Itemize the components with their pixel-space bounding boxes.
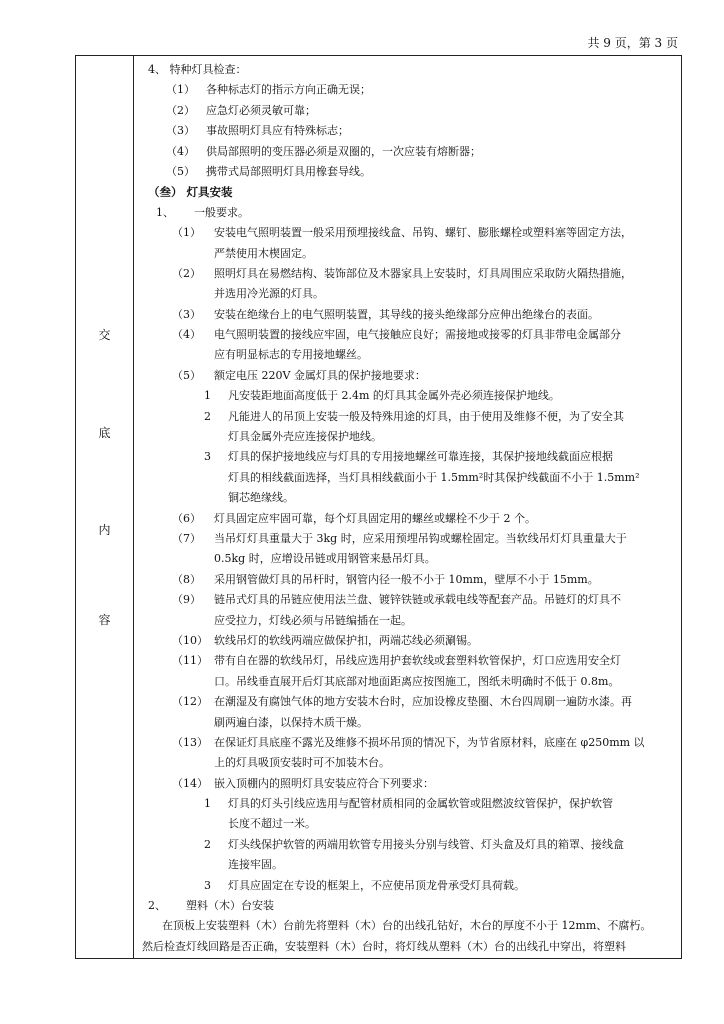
line-text: 灯具的相线截面选择，当灯具相线截面小于 1.5mm²时其保护线截面不小于 1.5mm²	[228, 470, 640, 484]
item-number: （2）	[166, 103, 195, 117]
line-text: 安装在绝缘台上的电气照明装置，其导线的接头绝缘部分应伸出绝缘台的表面。	[214, 307, 599, 321]
content-line	[142, 325, 678, 345]
line-text: 照明灯具在易燃结构、装饰部位及木器家具上安装时，灯具周围应采取防火隔热措施，	[214, 266, 632, 280]
content-line	[142, 488, 678, 508]
line-text: 在顶板上安装塑料（木）台前先将塑料（木）台的出线孔钻好，木台的厚度不小于 12mm、不腐朽。	[162, 919, 652, 933]
line-text: 口。吊线垂直展开后灯其底部对地面距离应按图施工，图纸未明确时不低于 0.8m。	[214, 674, 620, 688]
line-text: 灯具应固定在专设的框架上，不应使吊顶龙骨承受灯具荷载。	[228, 878, 525, 892]
line-text: 各种标志灯的指示方向正确无误；	[206, 83, 371, 97]
content-line	[142, 855, 678, 875]
content-line	[142, 447, 678, 467]
content-line	[142, 692, 678, 712]
content-line	[142, 468, 678, 488]
item-number: （7）	[172, 531, 201, 545]
column-divider	[133, 56, 134, 958]
content-line	[142, 182, 678, 202]
item-number: （9）	[172, 593, 201, 607]
item-number: （13）	[172, 735, 208, 749]
line-text: 上的灯具吸顶安装时可不加装木台。	[214, 756, 390, 770]
content-line	[142, 590, 678, 610]
content-line	[142, 264, 678, 284]
line-text: 灯具固定应牢固可靠，每个灯具固定用的螺丝或螺栓不少于 2 个。	[214, 511, 536, 525]
content-line	[142, 713, 678, 733]
item-number: 2、	[148, 899, 166, 913]
line-text: 刷两遍白漆，以保持木质干燥。	[214, 715, 368, 729]
item-number: （4）	[172, 328, 201, 342]
line-text: 携带式局部照明灯具用橡套导线。	[206, 164, 371, 178]
item-number: 3	[204, 878, 211, 892]
content-line	[142, 284, 678, 304]
item-number: （11）	[172, 654, 208, 668]
content-line	[142, 509, 678, 529]
content-line	[142, 80, 678, 100]
item-number: （6）	[172, 511, 201, 525]
line-text: 连接牢固。	[228, 858, 283, 872]
line-text: 在潮湿及有腐蚀气体的地方安装木台时，应加设橡皮垫圈、木台四周刷一遍防水漆。再	[214, 695, 632, 709]
content-line	[142, 529, 678, 549]
content-line	[142, 162, 678, 182]
content-line	[142, 101, 678, 121]
content-line	[142, 916, 678, 936]
item-number: （14）	[172, 776, 208, 790]
line-text: 长度不超过一米。	[228, 817, 316, 831]
line-text: 然后检查灯线回路是否正确，安装塑料（木）台时，将灯线从塑料（木）台的出线孔中穿出，将塑料	[142, 939, 626, 953]
side-label-char: 底	[98, 426, 111, 440]
item-number: 1、	[156, 205, 174, 219]
line-text: 嵌入顶棚内的照明灯具安装应符合下列要求：	[214, 776, 434, 790]
item-number: （3）	[172, 307, 201, 321]
line-text: 铜芯绝缘线。	[228, 491, 294, 505]
item-number: （5）	[166, 164, 195, 178]
content-line	[142, 672, 678, 692]
line-text: 带有自在器的软线吊灯，吊线应选用护套软线或套塑料软管保护，灯口应选用安全灯	[214, 654, 621, 668]
item-number: （12）	[172, 695, 208, 709]
item-number: 2	[204, 409, 211, 423]
line-text: 在保证灯具底座不露光及维修不损坏吊顶的情况下，为节省原材料，底座在 φ250mm 以	[214, 735, 645, 749]
content-line	[142, 223, 678, 243]
line-text: 应有明显标志的专用接地螺丝。	[214, 348, 368, 362]
item-number: 1	[204, 389, 211, 403]
line-text: 凡能进人的吊顶上安装一般及特殊用途的灯具，由于使用及维修不便，为了安全其	[228, 409, 624, 423]
content-line	[142, 937, 678, 957]
content-line	[142, 896, 678, 916]
line-text: 灯头线保护软管的两端用软管专用接头分别与线管、灯头盒及灯具的箱罩、接线盒	[228, 837, 624, 851]
line-text: 灯具的保护接地线应与灯具的专用接地螺丝可靠连接，其保护接地线截面应根据	[228, 450, 613, 464]
line-text: （叁） 灯具安装	[148, 185, 233, 200]
line-text: 应急灯必须灵敏可靠；	[206, 103, 316, 117]
content-line	[142, 427, 678, 447]
line-text: 额定电压 220V 金属灯具的保护接地要求：	[214, 368, 426, 382]
item-number: （3）	[166, 124, 195, 138]
item-number: 1	[204, 797, 211, 811]
line-text: 事故照明灯具应有特殊标志；	[206, 124, 349, 138]
content-line	[142, 631, 678, 651]
item-number: （10）	[172, 633, 208, 647]
disclosure-table	[75, 55, 682, 959]
content-line	[142, 835, 678, 855]
item-number: （8）	[172, 572, 201, 586]
content-line	[142, 345, 678, 365]
content-line	[142, 203, 678, 223]
line-text: 4、 特种灯具检查：	[148, 63, 247, 76]
content-line	[142, 305, 678, 325]
content-line	[142, 753, 678, 773]
item-number: 3	[204, 450, 211, 464]
item-number: （1）	[166, 83, 195, 97]
line-text: 应受拉力，灯线必须与吊链编插在一起。	[214, 613, 412, 627]
page-number: 共 9 页，第 3 页	[587, 36, 678, 50]
line-text: 灯具的灯头引线应选用与配管材质相同的金属软管或阻燃波纹管保护，保护软管	[228, 797, 613, 811]
line-text: 严禁使用木楔固定。	[214, 246, 313, 260]
content-line	[142, 366, 678, 386]
line-text: 凡安装距地面高度低于 2.4m 的灯具其金属外壳必须连接保护地线。	[228, 389, 560, 403]
item-number: （1）	[172, 226, 201, 240]
line-text: 链吊式灯具的吊链应使用法兰盘、镀锌铁链或承载电线等配套产品。吊链灯的灯具不	[214, 593, 621, 607]
content-line	[142, 814, 678, 834]
content-line	[142, 611, 678, 631]
content-line	[142, 733, 678, 753]
content-line	[142, 244, 678, 264]
content-line	[142, 407, 678, 427]
content-line	[142, 651, 678, 671]
line-text: 并选用冷光源的灯具。	[214, 287, 324, 301]
item-number: 2	[204, 837, 211, 851]
line-text: 灯具金属外壳应连接保护地线。	[228, 430, 382, 444]
item-number: （2）	[172, 266, 201, 280]
content-line	[142, 386, 678, 406]
content-line	[142, 60, 678, 80]
line-text: 一般要求。	[194, 205, 249, 219]
line-text: 塑料（木）台安装	[186, 899, 274, 913]
side-label-char: 内	[98, 523, 111, 537]
line-text: 当吊灯灯具重量大于 3kg 时，应采用预埋吊钩或螺栓固定。当软线吊灯灯具重量大于	[214, 531, 627, 545]
line-text: 0.5kg 时，应增设吊链或用钢管来悬吊灯具。	[214, 552, 436, 566]
content-line	[142, 774, 678, 794]
content-line	[142, 121, 678, 141]
side-label-char: 容	[98, 613, 111, 627]
line-text: 电气照明装置的接线应牢固，电气接触应良好；需接地或接零的灯具非带电金属部分	[214, 328, 621, 342]
line-text: 采用钢管做灯具的吊杆时，钢管内径一般不小于 10mm，壁厚不小于 15mm。	[214, 572, 599, 586]
line-text: 软线吊灯的软线两端应做保护扣，两端芯线必须涮锡。	[214, 633, 478, 647]
disclosure-content	[142, 60, 678, 957]
item-number: （4）	[166, 144, 195, 158]
side-label-char: 交	[98, 328, 111, 342]
line-text: 安装电气照明装置一般采用预埋接线盒、吊钩、螺钉、膨胀螺栓或塑料塞等固定方法，	[214, 226, 632, 240]
item-number: （5）	[172, 368, 201, 382]
content-line	[142, 549, 678, 569]
content-line	[142, 570, 678, 590]
line-text: 供局部照明的变压器必须是双圈的，一次应装有熔断器；	[206, 144, 481, 158]
content-line	[142, 142, 678, 162]
content-line	[142, 876, 678, 896]
content-line	[142, 794, 678, 814]
